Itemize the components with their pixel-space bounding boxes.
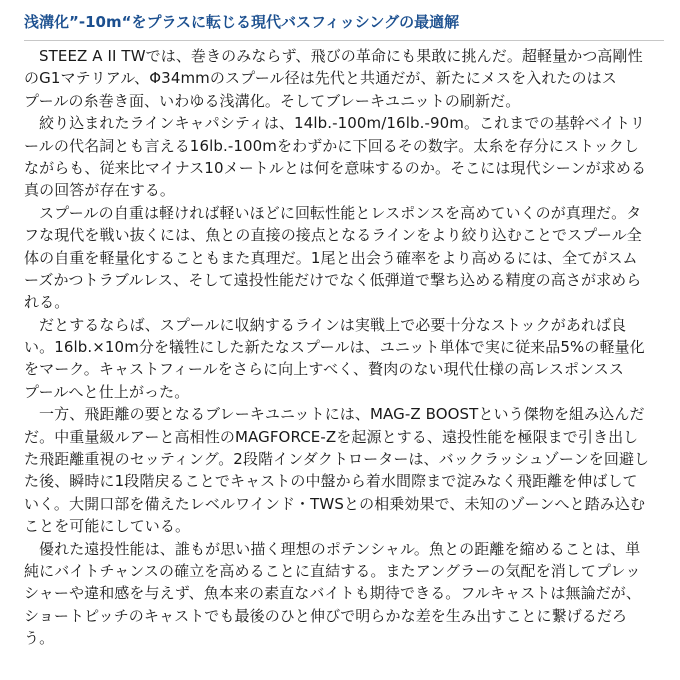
paragraph-3 (24, 202, 664, 314)
paragraph-line: 真の回答が存在する。 (24, 181, 176, 200)
paragraph-line: フな現代を戦い抜くには、魚との直接の接点となるラインをより絞り込むことでスプール全 (24, 226, 642, 245)
paragraph-1 (24, 45, 664, 112)
paragraph-6 (24, 538, 664, 650)
paragraph-line: た後、瞬時に1段階戻ることでキャストの中盤から着水間際まで淀みなく飛距離を伸ばして (24, 472, 638, 491)
paragraph-line: う。 (24, 629, 55, 648)
paragraph-line: STEEZ A II TWでは、巻きのみならず、飛びの革命にも果敢に挑んだ。超軽量かつ高剛性 (39, 47, 643, 65)
paragraph-line: ールの代名詞とも言える16lb.-100mをわずかに下回るその数字。太糸を存分にストックし (24, 136, 639, 155)
paragraph-line: 優れた遠投性能は、誰もが思い描く理想のポテンシャル。魚との距離を縮めることは、単 (39, 539, 641, 558)
article-heading (24, 11, 664, 47)
paragraph-line: れる。 (24, 293, 70, 312)
paragraph-5 (24, 403, 664, 537)
heading-divider (24, 40, 664, 41)
paragraph-line: 一方、飛距離の要となるブレーキユニットには、MAG-Z BOOSTという傑物を組み込んだ (39, 405, 645, 424)
paragraph-line: だ。中重量級ルアーと高相性のMAGFORCE-Zを起源とする、遠投性能を極限まで引き出し (24, 427, 639, 446)
paragraph-2 (24, 112, 664, 202)
paragraph-line: ショートピッチのキャストでも最後のひと伸びで明らかな差を生み出すことに繋げるだろ (24, 606, 628, 625)
paragraph-line: いく。大開口部を備えたレベルワインド・TWSとの相乗効果で、未知のゾーンへと踏み込む (24, 494, 646, 513)
paragraph-line: た飛距離重視のセッティング。2段階インダクトローターは、バックラッシュゾーンを回避し (24, 450, 650, 469)
paragraph-line: スプールの自重は軽ければ軽いほどに回転性能とレスポンスを高めていくのが真理だ。タ (39, 203, 642, 222)
paragraph-line: シャーや違和感を与えず、魚本来の素直なバイトも期待できる。フルキャストは無論だが、 (24, 584, 642, 603)
article-body (24, 45, 664, 650)
paragraph-line: のG1マテリアル、Φ34mmのスプール径は先代と共通だが、新たにメスを入れたのはス (24, 69, 617, 88)
paragraph-line: ーズかつトラブルレス、そして遠投性能だけでなく低弾道で撃ち込める精度の高さが求めら (24, 270, 642, 289)
paragraph-line: だとするならば、スプールに収納するラインは実戦上で必要十分なストックがあれば良 (39, 315, 627, 334)
paragraph-line: プールの糸巻き面、いわゆる浅溝化。そしてブレーキユニットの刷新だ。 (24, 91, 521, 110)
paragraph-line: 純にバイトチャンスの確立を高めることに直結する。またアングラーの気配を消してプレッ (24, 561, 641, 580)
paragraph-line: 体の自重を軽量化することもまた真理だ。1尾と出会う確率をより高めるには、全てがスム (24, 248, 638, 267)
paragraph-line: ことを可能にしている。 (24, 517, 191, 536)
paragraph-line: 絞り込まれたラインキャパシティは、14lb.-100m/16lb.-90m。これまでの基幹ベイトリ (39, 114, 646, 133)
paragraph-line: プールへと仕上がった。 (24, 382, 190, 401)
paragraph-line: をマーク。キャストフィールをさらに向上すべく、贅肉のない現代仕様の高レスポンスス (24, 360, 624, 379)
paragraph-line: い。16lb.×10m分を犠牲にした新たなスプールは、ユニット単体で実に従来品5%の軽量化 (24, 338, 645, 357)
paragraph-4 (24, 314, 664, 404)
heading-text: 浅溝化”-10m“をプラスに転じる現代バスフィッシングの最適解 (24, 13, 460, 31)
paragraph-line: ながらも、従来比マイナス10メートルとは何を意味するのか。そこには現代シーンが求める (24, 158, 647, 177)
